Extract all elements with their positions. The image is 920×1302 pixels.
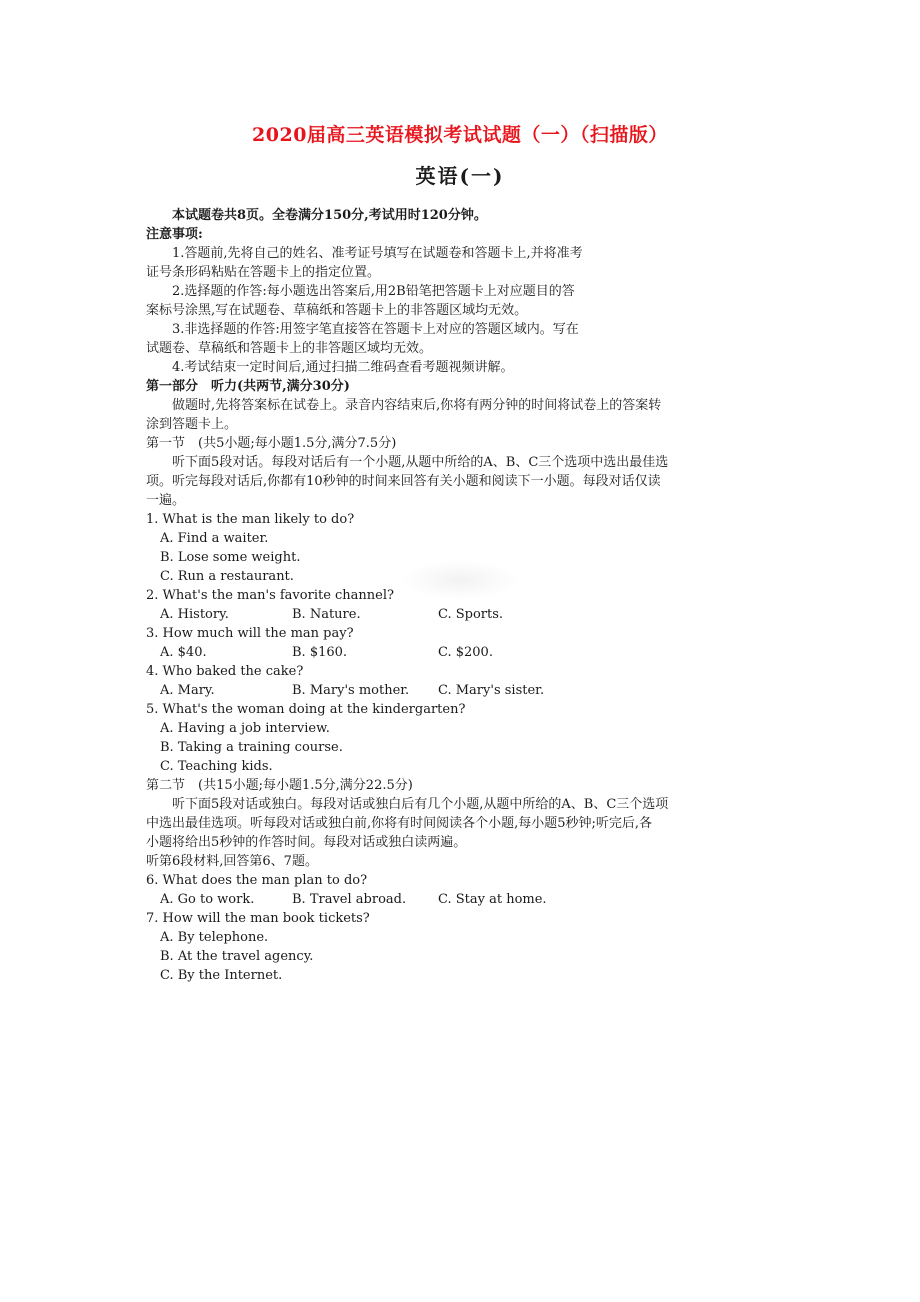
question-stem: 7. How will the man book tickets?: [146, 911, 370, 926]
section1-description-line: 一遍。: [146, 493, 186, 508]
answer-option: A. $40.: [160, 645, 207, 660]
answer-option: A. Mary.: [160, 683, 215, 698]
notice-item: 1.答题前,先将自己的姓名、准考证号填写在试题卷和答题卡上,并将准考: [172, 246, 583, 261]
option-row: [146, 605, 778, 624]
answer-option: B. Nature.: [292, 607, 361, 622]
answer-option: C. $200.: [438, 645, 493, 660]
section1-questions: [146, 510, 778, 776]
answer-option: A. Find a waiter.: [160, 531, 269, 546]
question-stem: 4. Who baked the cake?: [146, 664, 304, 679]
answer-option: B. Travel abroad.: [292, 892, 407, 907]
section1-heading: 第一节 (共5小题;每小题1.5分,满分7.5分): [146, 436, 397, 451]
option-row: [146, 681, 778, 700]
answer-option: C. Run a restaurant.: [160, 569, 294, 584]
question-stem: 3. How much will the man pay?: [146, 626, 354, 641]
part1-description-line: 做题时,先将答案标在试卷上。录音内容结束后,你将有两分钟的时间将试卷上的答案转: [172, 398, 662, 413]
answer-option: C. Sports.: [438, 607, 504, 622]
answer-option: A. Having a job interview.: [160, 721, 330, 736]
answer-option: B. $160.: [292, 645, 348, 660]
notice-item: 3.非选择题的作答:用签字笔直接答在答题卡上对应的答题区域内。写在: [172, 322, 579, 337]
answer-option: A. Go to work.: [160, 892, 255, 907]
answer-option: B. Taking a training course.: [160, 740, 343, 755]
notice-heading: 注意事项:: [146, 227, 203, 242]
material-note: 听第6段材料,回答第6、7题。: [146, 854, 318, 869]
part1-description-line: 涂到答题卡上。: [146, 417, 238, 432]
answer-option: A. History.: [160, 607, 229, 622]
answer-option: A. By telephone.: [160, 930, 269, 945]
notice-list: [146, 244, 778, 377]
notice-item: 案标号涂黑,写在试题卷、草稿纸和答题卡上的非答题区域均无效。: [146, 303, 528, 318]
section2-description: [146, 795, 778, 852]
notice-item: 4.考试结束一定时间后,通过扫描二维码查看考题视频讲解。: [172, 360, 514, 375]
section1-description-line: 项。听完每段对话后,你都有10秒钟的时间来回答有关小题和阅读下一小题。每段对话仅读: [146, 474, 661, 489]
question-stem: 5. What's the woman doing at the kindergarten?: [146, 702, 466, 717]
part1-heading: 第一部分 听力(共两节,满分30分): [146, 379, 350, 394]
part1-description: [146, 396, 778, 434]
option-row: [146, 890, 778, 909]
paper-title: 英语(一): [415, 164, 505, 188]
section2-description-line: 小题将给出5秒钟的作答时间。每段对话或独白读两遍。: [146, 835, 467, 850]
section2-heading: 第二节 (共15小题;每小题1.5分,满分22.5分): [146, 778, 413, 793]
answer-option: B. Mary's mother.: [292, 683, 410, 698]
answer-option: C. Teaching kids.: [160, 759, 273, 774]
document-title: 2020届高三英语模拟考试试题（一）（扫描版）: [252, 124, 668, 146]
section2-description-line: 听下面5段对话或独白。每段对话或独白后有几个小题,从题中所给的A、B、C三个选项: [172, 797, 669, 812]
notice-item: 2.选择题的作答:每小题选出答案后,用2B铅笔把答题卡上对应题目的答: [172, 284, 575, 299]
answer-option: C. Stay at home.: [438, 892, 547, 907]
question-stem: 2. What's the man's favorite channel?: [146, 588, 394, 603]
section1-description: [146, 453, 778, 510]
question-stem: 6. What does the man plan to do?: [146, 873, 368, 888]
question-stem: 1. What is the man likely to do?: [146, 512, 355, 527]
section2-description-line: 中选出最佳选项。听每段对话或独白前,你将有时间阅读各个小题,每小题5秒钟;听完后,各: [146, 816, 653, 831]
section1-description-line: 听下面5段对话。每段对话后有一个小题,从题中所给的A、B、C三个选项中选出最佳选: [172, 455, 669, 470]
answer-option: C. Mary's sister.: [438, 683, 545, 698]
answer-option: B. At the travel agency.: [160, 949, 314, 964]
section2-questions: [146, 871, 778, 985]
answer-option: B. Lose some weight.: [160, 550, 301, 565]
option-row: [146, 643, 778, 662]
notice-item: 证号条形码粘贴在答题卡上的指定位置。: [146, 265, 381, 280]
answer-option: C. By the Internet.: [160, 968, 283, 983]
exam-content: [146, 206, 778, 985]
intro-text: 本试题卷共8页。全卷满分150分,考试用时120分钟。: [172, 208, 487, 223]
notice-item: 试题卷、草稿纸和答题卡上的非答题区域均无效。: [146, 341, 433, 356]
